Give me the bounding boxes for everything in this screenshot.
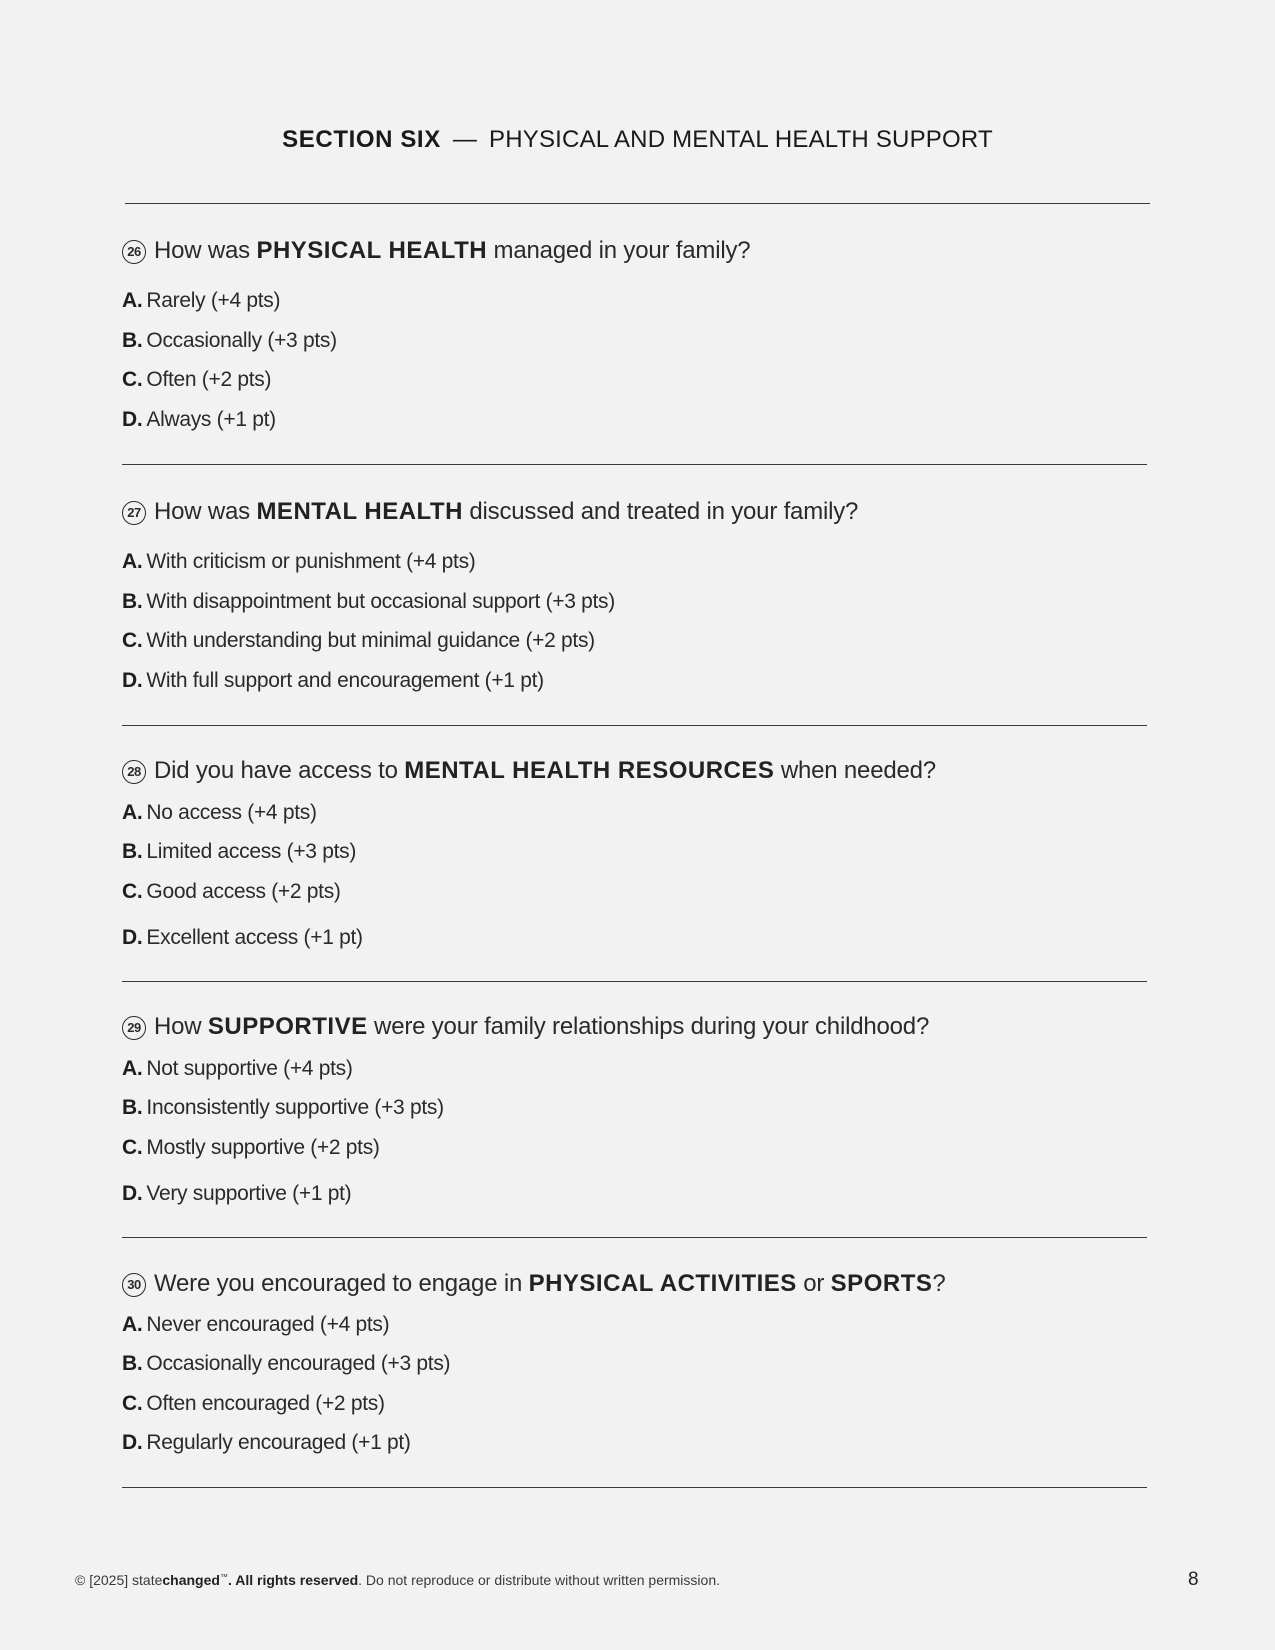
divider — [125, 203, 1150, 204]
question-keyword: SUPPORTIVE — [207, 1013, 368, 1040]
question-text: How — [154, 1013, 208, 1040]
question-text: Did you have access to — [154, 757, 405, 784]
option-text: Regularly encouraged (+1 pt) — [146, 1431, 411, 1454]
question-28 — [122, 757, 936, 785]
option-letter: A. — [122, 289, 143, 312]
question-text: How was — [154, 498, 257, 525]
answer-option[interactable] — [122, 289, 280, 313]
option-letter: D. — [122, 1182, 143, 1205]
option-letter: C. — [122, 368, 143, 391]
question-30 — [122, 1270, 946, 1298]
answer-option[interactable] — [122, 669, 544, 693]
option-letter: C. — [122, 880, 143, 903]
answer-option[interactable] — [122, 926, 363, 950]
divider — [122, 464, 1147, 465]
option-text: Always (+1 pt) — [146, 408, 276, 431]
question-text: Were you encouraged to engage in — [154, 1270, 529, 1297]
copyright-text: © [2025] state — [75, 1572, 163, 1588]
option-text: Very supportive (+1 pt) — [146, 1182, 352, 1205]
option-letter: C. — [122, 629, 143, 652]
divider — [122, 725, 1147, 726]
question-number-badge: 29 — [122, 1016, 146, 1040]
answer-option[interactable] — [122, 1392, 385, 1416]
answer-option[interactable] — [122, 329, 337, 353]
question-number-badge: 28 — [122, 760, 146, 784]
answer-option[interactable] — [122, 1313, 389, 1337]
question-number-badge: 27 — [122, 501, 146, 525]
page-number: 8 — [1188, 1569, 1199, 1590]
option-text: Inconsistently supportive (+3 pts) — [146, 1096, 444, 1119]
question-number-badge: 26 — [122, 240, 146, 264]
divider — [122, 981, 1147, 982]
option-letter: A. — [122, 1057, 143, 1080]
option-text: Excellent access (+1 pt) — [146, 926, 363, 949]
divider — [122, 1237, 1147, 1238]
option-letter: D. — [122, 408, 143, 431]
option-letter: C. — [122, 1136, 143, 1159]
answer-option[interactable] — [122, 408, 276, 432]
question-keyword: SPORTS — [830, 1270, 933, 1297]
section-heading — [0, 126, 1275, 154]
answer-option[interactable] — [122, 1352, 450, 1376]
question-text: ? — [932, 1270, 946, 1297]
answer-option[interactable] — [122, 1057, 353, 1081]
option-letter: B. — [122, 840, 143, 863]
option-text: Occasionally (+3 pts) — [146, 329, 337, 352]
answer-option[interactable] — [122, 880, 341, 904]
option-text: Mostly supportive (+2 pts) — [146, 1136, 380, 1159]
answer-option[interactable] — [122, 368, 271, 392]
answer-option[interactable] — [122, 550, 475, 574]
option-letter: D. — [122, 926, 143, 949]
trademark-symbol: ™ — [219, 1572, 228, 1582]
question-29 — [122, 1013, 929, 1041]
question-26 — [122, 237, 750, 265]
option-text: No access (+4 pts) — [146, 801, 317, 824]
question-keyword: MENTAL HEALTH — [256, 498, 463, 525]
question-text: were your family relationships during your childhood? — [367, 1013, 930, 1040]
rights-text: . All rights reserved — [227, 1572, 359, 1588]
option-text: Occasionally encouraged (+3 pts) — [146, 1352, 451, 1375]
question-text: discussed and treated in your family? — [462, 498, 859, 525]
answer-option[interactable] — [122, 590, 615, 614]
question-text: How was — [154, 237, 257, 264]
option-text: With criticism or punishment (+4 pts) — [146, 550, 476, 573]
option-text: With understanding but minimal guidance (+2 pts) — [146, 629, 595, 652]
answer-option[interactable] — [122, 840, 356, 864]
section-title: PHYSICAL AND MENTAL HEALTH SUPPORT — [489, 126, 993, 153]
option-letter: B. — [122, 1352, 143, 1375]
answer-option[interactable] — [122, 629, 595, 653]
section-dash: — — [452, 126, 478, 153]
option-text: Not supportive (+4 pts) — [146, 1057, 353, 1080]
option-letter: D. — [122, 1431, 143, 1454]
option-letter: A. — [122, 801, 143, 824]
question-text: managed in your family? — [487, 237, 751, 264]
option-letter: D. — [122, 669, 143, 692]
answer-option[interactable] — [122, 1136, 380, 1160]
question-text: or — [796, 1270, 831, 1297]
brand-name: changed — [162, 1572, 220, 1588]
option-text: With full support and encouragement (+1 pt) — [146, 669, 544, 692]
answer-option[interactable] — [122, 801, 317, 825]
option-text: Rarely (+4 pts) — [146, 289, 281, 312]
question-keyword: PHYSICAL HEALTH — [256, 237, 488, 264]
answer-option[interactable] — [122, 1431, 411, 1455]
notice-text: . Do not reproduce or distribute without written permission. — [358, 1572, 720, 1588]
option-letter: A. — [122, 550, 143, 573]
option-text: Limited access (+3 pts) — [146, 840, 357, 863]
option-letter: B. — [122, 1096, 143, 1119]
option-text: Never encouraged (+4 pts) — [146, 1313, 390, 1336]
question-number-badge: 30 — [122, 1273, 146, 1297]
option-text: With disappointment but occasional support (+3 pts) — [146, 590, 615, 613]
question-text: when needed? — [774, 757, 936, 784]
answer-option[interactable] — [122, 1096, 444, 1120]
option-text: Often encouraged (+2 pts) — [146, 1392, 385, 1415]
question-keyword: MENTAL HEALTH RESOURCES — [404, 757, 775, 784]
option-text: Good access (+2 pts) — [146, 880, 341, 903]
option-text: Often (+2 pts) — [146, 368, 272, 391]
divider — [122, 1487, 1147, 1488]
option-letter: B. — [122, 590, 143, 613]
answer-option[interactable] — [122, 1182, 351, 1206]
section-label: SECTION SIX — [282, 126, 441, 153]
copyright-footer — [75, 1572, 720, 1588]
option-letter: C. — [122, 1392, 143, 1415]
question-27 — [122, 498, 858, 526]
option-letter: A. — [122, 1313, 143, 1336]
option-letter: B. — [122, 329, 143, 352]
question-keyword: PHYSICAL ACTIVITIES — [528, 1270, 797, 1297]
